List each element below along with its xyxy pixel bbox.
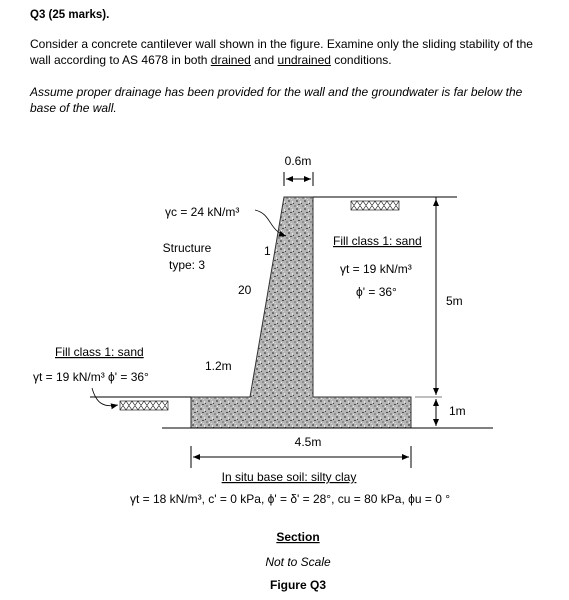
structure-type-line2: type: 3	[168, 258, 206, 272]
left-fill-properties: γt = 19 kN/m³ ϕ' = 36°	[33, 370, 149, 384]
batter-rise: 1	[264, 244, 271, 258]
left-fill-title: Fill class 1: sand	[55, 345, 144, 359]
question-paragraph-2: Assume proper drainage has been provided for the wall and the groundwater is far below the base of the wall.	[30, 85, 523, 115]
base-soil-title: In situ base soil: silty clay	[221, 470, 357, 484]
toe-depth-label: 1.2m	[205, 359, 232, 373]
ground-hatch-right	[351, 201, 399, 210]
drained-term: drained	[210, 53, 251, 67]
concrete-unit-weight: γc = 24 kN/m³	[165, 205, 240, 219]
ground-hatch-left	[120, 401, 168, 410]
figure-caption: Figure Q3	[269, 578, 327, 592]
base-thickness-label: 1m	[449, 404, 466, 418]
cantilever-wall	[191, 197, 411, 428]
right-fill-title: Fill class 1: sand	[333, 234, 422, 248]
base-width-label: 4.5m	[294, 435, 322, 449]
para1-end: conditions.	[330, 53, 392, 67]
question-heading: Q3 (25 marks).	[30, 9, 110, 21]
structure-type-line1: Structure	[162, 241, 212, 255]
stem-height-label: 5m	[446, 294, 463, 308]
para1-mid: and	[250, 53, 278, 67]
base-soil-properties: γt = 18 kN/m³, c' = 0 kPa, ϕ' = δ' = 28°, cu = 80 kPa, ϕu = 0 °	[129, 492, 451, 506]
section-label: Section	[276, 530, 320, 544]
top-width-label: 0.6m	[284, 154, 312, 168]
scale-note: Not to Scale	[265, 555, 331, 569]
undrained-term: undrained	[277, 53, 331, 67]
right-fill-unit-weight: γt = 19 kN/m³	[340, 262, 412, 276]
para1-start: Consider a concrete cantilever wall shown in the figure. Examine only the sliding stability of the wall according to AS 4678 in both	[30, 37, 533, 67]
right-fill-friction: ϕ' = 36°	[356, 285, 397, 299]
batter-run: 20	[238, 283, 252, 297]
